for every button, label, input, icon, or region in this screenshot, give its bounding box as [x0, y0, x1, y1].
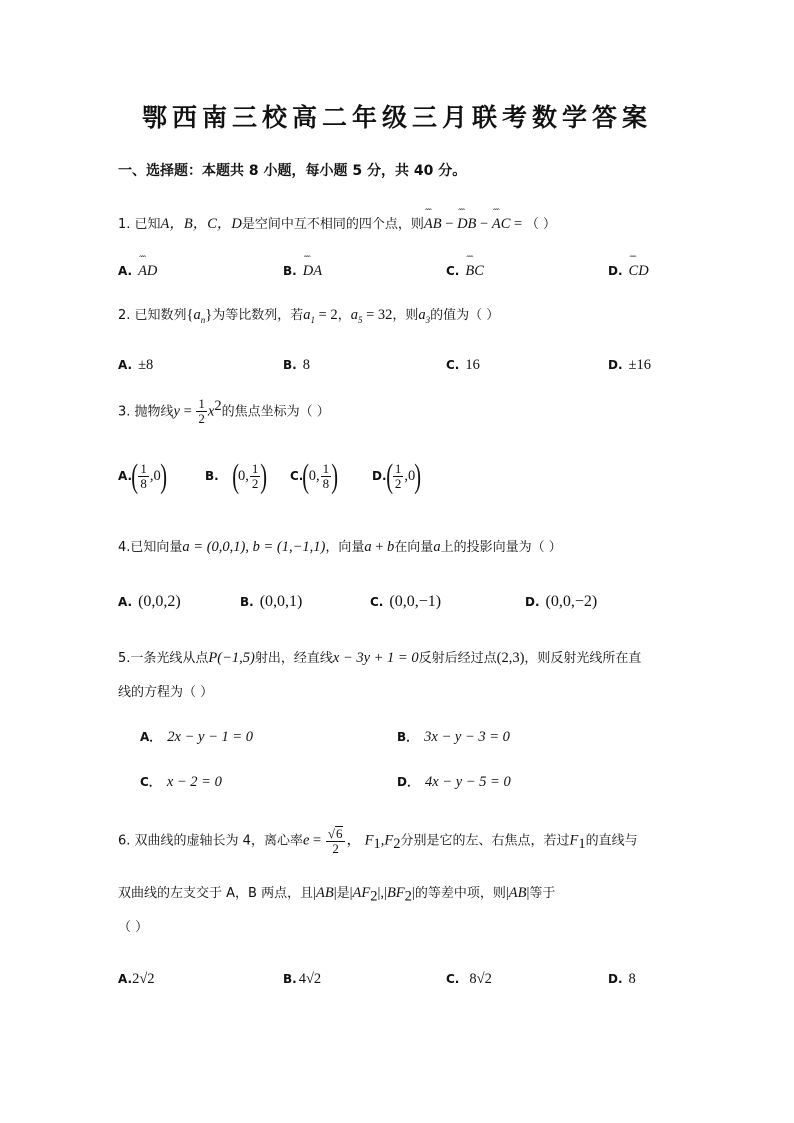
q4-option-b[interactable]: B. (0,0,1) — [240, 593, 303, 610]
question-1: 1. 已知A，B，C，D是空间中互不相同的四个点，则ˆˆˆ AB − ˆˆˆ DB − ˆˆˆ AC = （ ） — [118, 211, 556, 235]
q5-option-c[interactable]: C． x − 2 = 0 — [140, 774, 222, 790]
q1-option-a[interactable]: A.ˆˆˆ AD — [118, 258, 157, 282]
q6-option-b[interactable]: B. 4√2 — [283, 971, 322, 987]
q1-option-b[interactable]: B.ˆˆˆ DA — [283, 258, 322, 282]
q1-option-d[interactable]: D.ˆˆˆ CD — [608, 258, 649, 282]
q6-option-d[interactable]: D. 8 — [608, 971, 636, 987]
question-2: 2. 已知数列$\{a_n\}$为等比数列，若$a_1 = 2$，$a_5 = 32$，则$a_3$的值为（ ） — [118, 307, 500, 325]
q5-option-b[interactable]: B． 3x − y − 3 = 0 — [397, 729, 510, 745]
question-6-line-1: 6. 双曲线的虚轴长为 4，离心率e = $\frac{√6}{2}$ ， $F_1,F_2$分别是它的左、右焦点，若过$F_1$的直线与 — [118, 826, 638, 856]
q2-option-d[interactable]: D. ±16 — [608, 357, 651, 373]
q4-option-d[interactable]: D. (0,0,−2) — [525, 593, 598, 610]
q4-option-a[interactable]: A. (0,0,2) — [118, 593, 181, 610]
question-3: 3. 抛物线y = $\frac{1}{2}$ $x^2$的焦点坐标为（ ） — [118, 396, 330, 427]
q2-option-b[interactable]: B. 8 — [283, 357, 310, 373]
q6-option-c[interactable]: C. 8√2 — [446, 971, 492, 987]
question-6-line-3: （ ） — [118, 920, 149, 935]
vector-db: ˆˆˆ DB — [457, 211, 476, 234]
question-6-line-2: 双曲线的左支交于 A，B 两点，且|AB|是$|AF_2|,|BF_2|$的等差中项，则|AB|等于 — [118, 885, 556, 905]
q2-option-c[interactable]: C. 16 — [446, 357, 480, 373]
q4-option-c[interactable]: C. (0,0,−1) — [370, 593, 442, 610]
question-4: 4.已知向量a = (0,0,1), b = (1,−1,1)，向量a + b在向量a上的投影向量为（ ） — [118, 539, 562, 555]
question-5-line-2: 线的方程为（ ） — [118, 685, 214, 700]
q5-option-d[interactable]: D． 4x − y − 5 = 0 — [397, 774, 511, 790]
page-title: 鄂西南三校高二年级三月联考数学答案 — [141, 103, 652, 132]
vector-ab: ˆˆˆ AB — [424, 211, 442, 234]
q1-option-c[interactable]: C.ˆˆˆ BC — [446, 258, 484, 282]
q5-option-a[interactable]: A． 2x − y − 1 = 0 — [140, 729, 254, 745]
q3-option-c[interactable]: C.(0, $\frac{1}{8}$ ) — [290, 457, 339, 495]
q3-option-a[interactable]: A.( $\frac{1}{8}$ ,0) — [118, 457, 167, 495]
q6-option-a[interactable]: A.2√2 — [118, 971, 155, 987]
q3-option-d[interactable]: D.( $\frac{1}{2}$ ,0) — [372, 457, 422, 495]
question-5-line-1: 5.一条光线从点P(−1,5)射出，经直线x − 3y + 1 = 0反射后经过点(2,3)，则反射光线所在直 — [118, 650, 642, 666]
section-heading: 一、选择题：本题共 8 小题，每小题 5 分，共 40 分。 — [118, 163, 467, 179]
vector-ac: ˆˆˆ AC — [492, 211, 511, 234]
q3-option-b[interactable]: B. (0, $\frac{1}{2}$ ) — [205, 457, 268, 495]
q2-option-a[interactable]: A. ±8 — [118, 357, 154, 373]
